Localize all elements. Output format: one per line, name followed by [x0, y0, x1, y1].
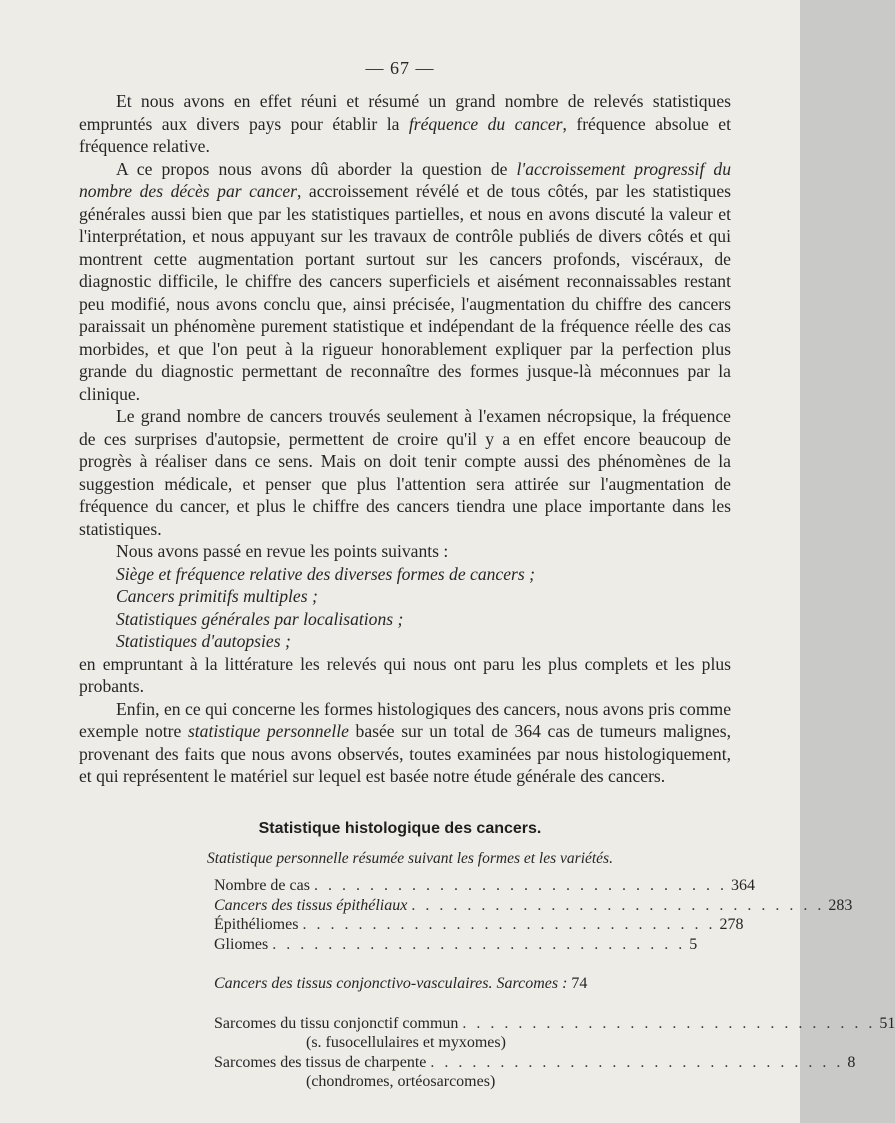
row-value: 364: [730, 877, 755, 894]
stats-table: [214, 876, 895, 1092]
table-row: [214, 915, 744, 935]
paragraph: Nous avons passé en revue les points suivants :: [116, 541, 449, 561]
paragraph: [79, 158, 731, 406]
italic-run: statistique personnelle: [187, 721, 349, 741]
italic-run: fréquence du cancer: [408, 113, 563, 134]
topic-list: [79, 563, 731, 653]
leader-dots: . . . . . . . . . . . . . . . . . . . . . . . . . . . . . .: [302, 916, 716, 933]
leader-dots: . . . . . . . . . . . . . . . . . . . . . . . . . . . . . .: [272, 935, 686, 953]
italic-run: l'accroissement progressif du nombre des décès par cancer: [79, 158, 731, 201]
paragraph: Le grand nombre de cancers trouvés seulement à l'examen nécropsique, la fréquence de ces surprises d'autopsie, permettent de croire qu'il y a en effet encore beaucoup de progrès à réaliser dans ce sens. Mais on doit tenir compte aussi des phénomènes de la suggestion médicale, et penser que plus l'attention sera attirée sur l'augmentation de fréquence du cancer, et plus le chiffre des cancers tiendra une place importante dans les statistiques.: [79, 406, 731, 539]
leader-dots: . . . . . . . . . . . . . . . . . . . . . . . . . . . . . .: [411, 896, 825, 914]
row-value: 51: [879, 1014, 895, 1032]
row-label: Sarcomes des tissus de charpente: [214, 1053, 427, 1071]
spacer: [214, 994, 606, 1014]
table-row: [214, 1053, 856, 1073]
row-note: (s. fusocellulaires et myxomes): [306, 1034, 506, 1051]
body-text: [79, 90, 731, 788]
text-run: Enfin, en ce qui concerne les formes histologiques des cancers, nous avons pris comme exemple notre: [79, 698, 731, 741]
leader-dots: . . . . . . . . . . . . . . . . . . . . . . . . . . . . . .: [313, 877, 727, 894]
row-value: 5: [689, 935, 698, 953]
row-value: 278: [719, 916, 744, 933]
row-label: Sarcomes du tissu conjonctif commun: [214, 1014, 459, 1032]
row-note: (chondromes, ortéosarcomes): [306, 1073, 496, 1090]
section-heading-row: [214, 974, 606, 994]
row-label: Nombre de cas: [214, 877, 310, 894]
row-label: Épithéliomes: [214, 916, 299, 933]
table-row: [214, 896, 853, 916]
text-run: , fréquence absolue et fréquence relative.: [79, 113, 731, 156]
list-item: Statistiques d'autopsies ;: [116, 631, 291, 651]
table-subtitle: Statistique personnelle résumée suivant les formes et les variétés.: [207, 850, 613, 867]
paragraph: en empruntant à la littérature les relevés qui nous ont paru les plus complets et les plus probants.: [79, 653, 731, 696]
row-label: Gliomes: [214, 935, 269, 953]
text-run: basée sur un total de 364 cas de tumeurs malignes, provenant des faits que nous avons observés, toutes examinées par nous histologiquement, et qui représentent le matériel sur lequel est basée notre étude générale des cancers.: [79, 721, 731, 786]
page-number: — 67 —: [365, 58, 435, 78]
paragraph: [79, 90, 731, 158]
text-run: , accroissement révélé et de tous côtés, par les statistiques générales aussi bien que par les statistiques partielles, et nous en avons discuté la valeur et l'interprétation, et nous appuyant sur les travaux de contrôle publiés de divers côtés et qui montrent cette augmentation portant surtout sur les cancers profonds, viscéraux, de diagnostic difficile, le chiffre des cancers superficiels et aisément reconnaissables restant peu modifié, nous avons conclu que, ainsi précisée, l'augmentation du chiffre des cancers paraissait un phénomène purement statistique et indépendant de la fréquence réelle des cas morbides, et que l'on peut à la rigueur honorablement expliquer par la perfection plus grande du diagnostic permettant de reconnaître des formes jusque-là méconnues par la clinique.: [79, 181, 731, 404]
text-run: A ce propos nous avons dû aborder la question de: [116, 158, 517, 179]
leader-dots: . . . . . . . . . . . . . . . . . . . . . . . . . . . . . .: [462, 1014, 876, 1032]
section-title-text: Cancers des tissus conjonctivo-vasculaires. Sarcomes :: [214, 975, 568, 992]
list-item: Statistiques générales par localisations ;: [116, 608, 404, 629]
row-value: 283: [828, 896, 853, 914]
table-row: [214, 935, 698, 955]
row-label: Cancers des tissus épithéliaux: [214, 896, 408, 914]
section-value: 74: [571, 975, 588, 992]
list-item: Siège et fréquence relative des diverses formes de cancers ;: [116, 563, 536, 584]
table-row: [214, 876, 755, 896]
leader-dots: . . . . . . . . . . . . . . . . . . . . . . . . . . . . . .: [430, 1053, 844, 1071]
row-value: 8: [847, 1053, 856, 1071]
list-item: Cancers primitifs multiples ;: [116, 586, 318, 606]
table-title: Statistique histologique des cancers.: [258, 820, 542, 837]
text-run: Et nous avons en effet réuni et résumé un grand nombre de relevés statistiques empruntés aux divers pays pour établir la: [79, 91, 731, 134]
table-row: [214, 1014, 895, 1034]
section-title: [214, 974, 587, 994]
paragraph: [79, 698, 731, 788]
spacer: [214, 954, 606, 974]
